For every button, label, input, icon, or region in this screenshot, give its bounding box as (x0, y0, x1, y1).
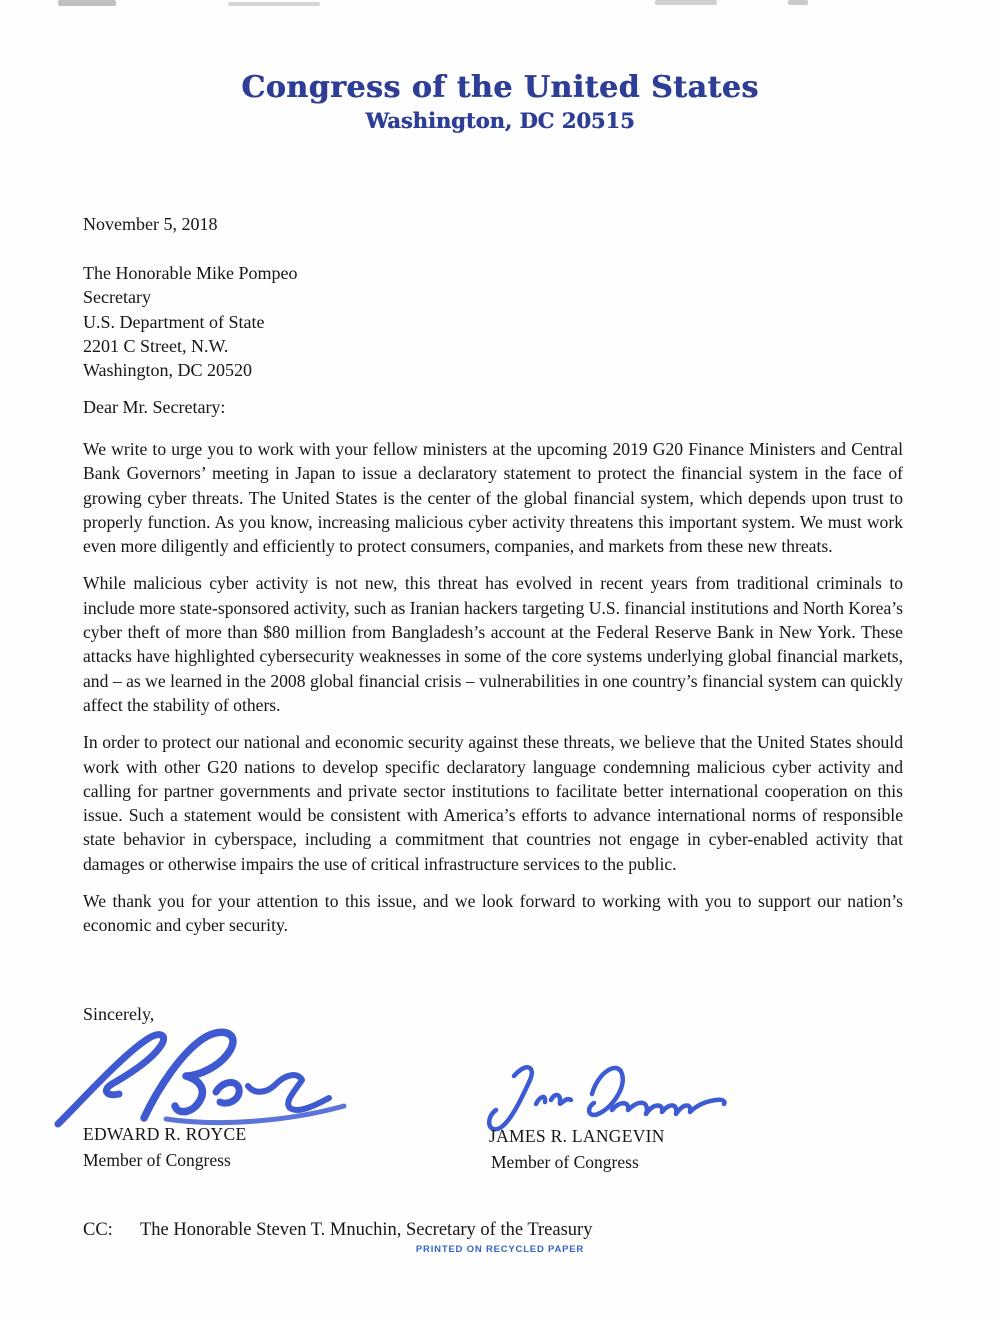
salutation: Dear Mr. Secretary: (83, 397, 226, 417)
recipient-line: The Honorable Mike Pompeo (83, 263, 298, 283)
letterhead (0, 70, 1000, 133)
signer-name-langevin: JAMES R. LANGEVIN (489, 1126, 665, 1146)
cc-label: CC: (83, 1220, 113, 1240)
signer-title-langevin: Member of Congress (491, 1152, 639, 1172)
recipient-line: 2201 C Street, N.W. (83, 335, 229, 356)
cc-row (83, 1220, 592, 1241)
scan-artifact (228, 2, 320, 6)
recipient-line: Secretary (83, 287, 151, 308)
paragraph: We thank you for your attention to this issue, and we look forward to working with you to support our nation’s economic and cyber security. (83, 891, 903, 936)
royce-signature (48, 1026, 348, 1131)
scan-artifact (655, 0, 717, 5)
recipient-line: Washington, DC 20520 (83, 360, 253, 381)
paragraph: In order to protect our national and economic security against these threats, we believe that the United States should work with other G20 nations to develop specific declaratory language condemning malicious cyber activity and calling for partner governments and private sector institutions to facilitate better international cooperation on this issue. Such a statement would be consistent with America’s efforts to advance international norms of responsible state behavior in cyberspace, including a commitment that countries not engage in cyber-enabled activity that damages or otherwise impairs the use of critical infrastructure services to the public. (83, 732, 903, 874)
scan-artifact (58, 0, 116, 6)
paragraph: We write to urge you to work with your fellow ministers at the upcoming 2019 G20 Finance Ministers and Central Bank Governors’ meeting in Japan to issue a declaratory statement to protect the financial system in the face of growing cyber threats. The United States is the center of the global financial system, which depends upon trust to properly function. As you know, increasing malicious cyber activity threatens this important system. We must work even more diligently and efficiently to protect consumers, companies, and markets from these new threats. (83, 439, 903, 557)
closing: Sincerely, (83, 1004, 155, 1024)
recipient-line: U.S. Department of State (83, 311, 265, 332)
recipient-address (83, 261, 297, 382)
scan-artifact (788, 0, 808, 5)
recycled-paper-note: PRINTED ON RECYCLED PAPER (415, 1244, 585, 1255)
letterhead-org: Congress of the United States (241, 70, 759, 105)
letter-body (83, 437, 903, 951)
letter-date: November 5, 2018 (83, 214, 218, 234)
signer-name-royce: EDWARD R. ROYCE (83, 1124, 247, 1144)
letterhead-city: Washington, DC 20515 (365, 108, 635, 133)
cc-text: The Honorable Steven T. Mnuchin, Secretary of the Treasury (140, 1220, 593, 1240)
paragraph: While malicious cyber activity is not new, this threat has evolved in recent years from traditional criminals to include more state-sponsored activity, such as Iranian hackers targeting U.S. financial institutions and North Korea’s cyber theft of more than $80 million from Bangladesh’s account at the Federal Reserve Bank in New York. These attacks have highlighted cybersecurity weaknesses in some of the core systems underlying global financial markets, and – as we learned in the 2008 global financial crisis – vulnerabilities in one country’s financial system can quickly affect the stability of others. (83, 573, 903, 715)
signer-title-royce: Member of Congress (83, 1150, 231, 1170)
